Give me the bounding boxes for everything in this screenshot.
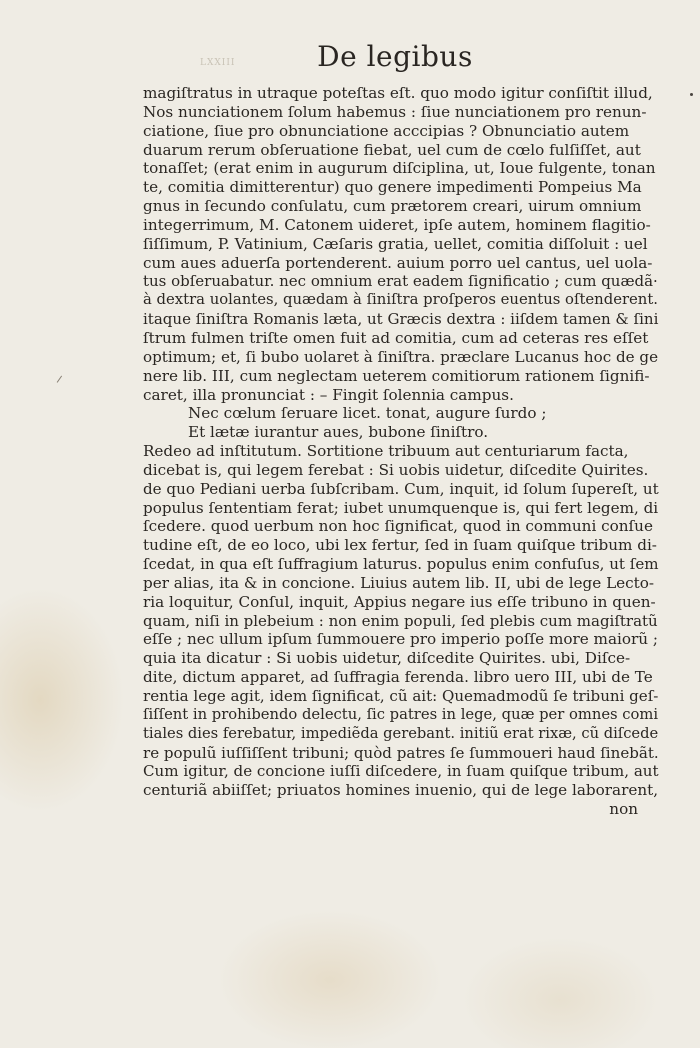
text-line: optimum; et, ſi bubo uolaret à ſiniſtra. præclare Lucanus hoc de ge: [143, 347, 659, 366]
verse-line: Nec cœlum ſeruare licet. tonat, augure ſurdo ;: [188, 404, 547, 423]
running-head: De legibus: [317, 40, 473, 73]
text-line: ciatione, ſiue pro obnunciatione acccipias ? Obnunciatio autem: [143, 121, 630, 140]
text-line: ſiſſimum, P. Vatinium, Cæſaris gratia, uellet, comitia diſſoluit : uel: [143, 234, 648, 253]
text-line: ſtrum fulmen triſte omen fuit ad comitia, cum ad ceteras res eſſet: [143, 328, 649, 347]
text-line: caret, illa pronunciat : – Fingit ſolennia campus.: [143, 385, 514, 404]
text-line: integerrimum, M. Catonem uideret, ipſe autem, hominem flagitio-: [143, 215, 651, 234]
text-line: cum aues aduerſa portenderent. auium porro uel cantus, uel uola-: [143, 253, 653, 272]
margin-mark: [57, 376, 71, 389]
catchword: non: [609, 800, 638, 819]
text-line: tus obſeruabatur. nec omnium erat eadem ſignificatio ; cum quædã·: [143, 272, 658, 291]
text-line: ria loquitur, Conſul, inquit, Appius negare ius eſſe tribuno in quen-: [143, 592, 656, 611]
text-line: per alias, ita & in concione. Liuius autem lib. II, ubi de lege Lecto-: [143, 573, 655, 592]
text-line: de quo Pediani uerba ſubſcribam. Cum, inquit, id ſolum ſupereſt, ut: [143, 479, 659, 498]
text-line: tudine eſt, de eo loco, ubi lex fertur, ſed in ſuam quiſque tribum di-: [143, 536, 657, 555]
text-line: centuriã abiiſſet; priuatos homines inuenio, qui de lege laborarent,: [143, 781, 659, 800]
text-line: rentia lege agit, idem ſignificat, cũ ait: Quemadmodũ ſe tribuni geſ-: [143, 687, 659, 705]
text-line: nere lib. III, cum neglectam ueterem comitiorum rationem ſignifi-: [143, 366, 650, 385]
verse-line: Et lætæ iurantur aues, bubone ſiniſtro.: [188, 423, 489, 442]
text-line: re populũ iuſſiſſent tribuni; quòd patres ſe ſummoueri haud ſinebãt.: [143, 743, 659, 762]
text-line: Nos nunciationem ſolum habemus : ſiue nunciationem pro renun-: [143, 102, 647, 121]
text-line: à dextra uolantes, quædam à ſiniſtra proſperos euentus oſtenderent.: [143, 291, 659, 309]
text-line: quam, niſi in plebeium : non enim populi, ſed plebis cum magiſtratũ: [143, 611, 658, 630]
text-line: duarum rerum obſeruatione fiebat, uel cum de cœlo fulſiſſet, aut: [143, 140, 641, 159]
text-line: ſcedat, in qua eſt ſuffragium laturus. populus enim confuſus, ut ſem: [143, 555, 659, 574]
text-line: populus ſententiam ferat; iubet unumquenque is, qui fert legem, di: [143, 498, 659, 517]
text-line: tonaſſet; (erat enim in augurum diſciplina, ut, Ioue fulgente, tonan: [143, 159, 656, 178]
text-line: dite, dictum apparet, ad ſuffragia ferenda. libro uero III, ubi de Te: [143, 668, 653, 687]
body-text: [143, 84, 658, 819]
text-line: itaque ſiniſtra Romanis læta, ut Græcis dextra : iiſdem tamen & ſini: [143, 310, 659, 329]
text-line: ſiſſent in prohibendo delectu, ſic patres in lege, quæ per omnes comi: [143, 705, 659, 723]
text-line: magiſtratus in utraque poteſtas eſt. quo modo igitur conſiſtit illud,: [143, 84, 653, 102]
text-line: dicebat is, qui legem ferebat : Si uobis uidetur, diſcedite Quirites.: [143, 460, 649, 479]
ghost-folio-bleedthrough: LXXIII: [200, 58, 236, 68]
text-line: gnus in ſecundo conſulatu, cum prætorem creari, uirum omnium: [143, 197, 642, 216]
text-line: quia ita dicatur : Si uobis uidetur, diſcedite Quirites. ubi, Diſce-: [143, 649, 631, 668]
text-line: te, comitia dimitterentur) quo genere impedimenti Pompeius Ma: [143, 178, 642, 197]
text-line: tiales dies ferebatur, impediẽda gerebant. initiũ erat rixæ, cũ diſcede: [143, 724, 659, 742]
text-line: Redeo ad inſtitutum. Sortitione tribuum aut centuriarum facta,: [143, 442, 629, 461]
text-line: Cum igitur, de concione iuſſi diſcedere, in ſuam quiſque tribum, aut: [143, 762, 659, 781]
text-line: ſcedere. quod uerbum non hoc ſignificat, quod in communi conſue: [143, 517, 653, 536]
margin-dot: [690, 93, 693, 96]
text-line: eſſe ; nec ullum ipſum ſummouere pro imperio poſſe more maiorũ ;: [143, 630, 659, 649]
